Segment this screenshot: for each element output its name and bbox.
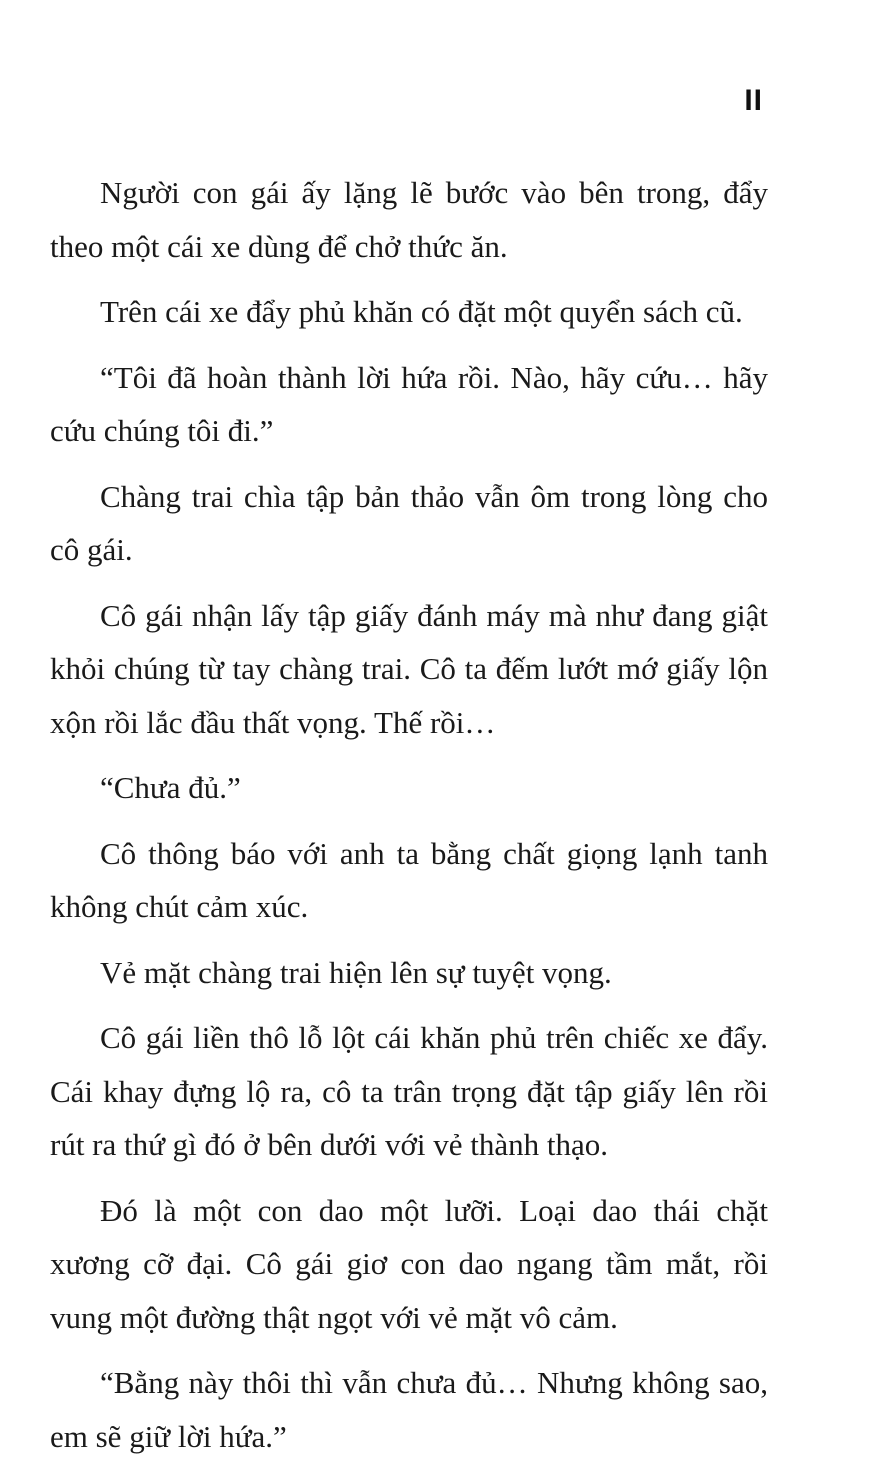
paragraph: Chàng trai chìa tập bản thảo vẫn ôm trong lòng cho cô gái. [50, 478, 768, 567]
section-marker: II [744, 84, 763, 117]
body-text [50, 166, 768, 1475]
paragraph: Đó là một con dao một lưỡi. Loại dao thái chặt xương cỡ đại. Cô gái giơ con dao ngang tầm mắt, rồi vung một đường thật ngọt với vẻ mặt vô cảm. [50, 1192, 768, 1335]
paragraph: Người con gái ấy lặng lẽ bước vào bên trong, đẩy theo một cái xe dùng để chở thức ăn. [50, 175, 768, 264]
paragraph: Trên cái xe đẩy phủ khăn có đặt một quyển sách cũ. [100, 294, 743, 329]
paragraph: Cô gái liền thô lỗ lột cái khăn phủ trên chiếc xe đẩy. Cái khay đựng lộ ra, cô ta trân trọng đặt tập giấy lên rồi rút ra thứ gì đó ở bên dưới với vẻ thành thạo. [50, 1020, 768, 1162]
paragraph: Vẻ mặt chàng trai hiện lên sự tuyệt vọng. [100, 954, 612, 990]
paragraph: Cô gái nhận lấy tập giấy đánh máy mà như đang giật khỏi chúng từ tay chàng trai. Cô ta đếm lướt mớ giấy lộn xộn rồi lắc đầu thất vọng. Thế rồi… [50, 597, 768, 740]
paragraph: “Tôi đã hoàn thành lời hứa rồi. Nào, hãy cứu… hãy cứu chúng tôi đi.” [50, 359, 768, 448]
paragraph: “Chưa đủ.” [100, 770, 241, 805]
paragraph: Cô thông báo với anh ta bằng chất giọng lạnh tanh không chút cảm xúc. [50, 835, 768, 924]
paragraph: “Bằng này thôi thì vẫn chưa đủ… Nhưng không sao, em sẽ giữ lời hứa.” [50, 1365, 768, 1454]
